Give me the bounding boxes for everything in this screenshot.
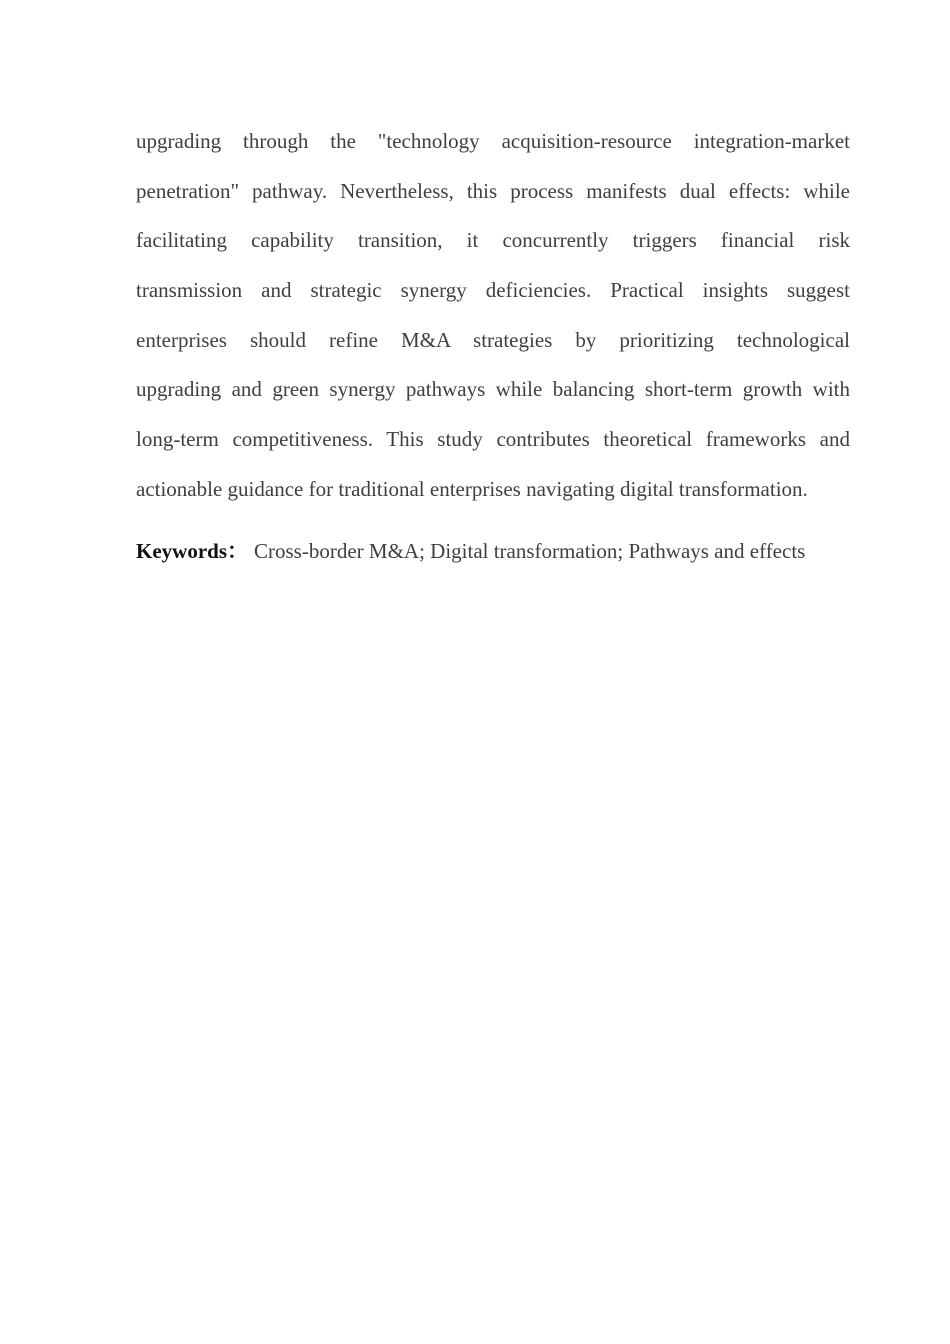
abstract-line-3: facilitating capability transition, it concurrently triggers financial risk: [136, 228, 850, 253]
abstract-line-2: penetration" pathway. Nevertheless, this process manifests dual effects: while: [136, 178, 850, 203]
keywords-value: Cross-border M&A; Digital transformation; Pathways and effects: [254, 538, 806, 563]
abstract-line-1: upgrading through the "technology acquisition-resource integration-market: [136, 129, 850, 153]
abstract-line-7: long-term competitiveness. This study contributes theoretical frameworks and: [136, 427, 850, 452]
document-page: [136, 120, 850, 567]
keywords-line: [136, 535, 850, 567]
abstract-line-8: actionable guidance for traditional enterprises navigating digital transformation.: [136, 476, 808, 501]
keywords-label: Keywords: [136, 538, 227, 563]
abstract-line-6: upgrading and green synergy pathways while balancing short-term growth with: [136, 377, 850, 402]
abstract-line-4: transmission and strategic synergy deficiencies. Practical insights suggest: [136, 278, 850, 303]
abstract-paragraph: [136, 120, 850, 518]
abstract-line-5: enterprises should refine M&A strategies by prioritizing technological: [136, 327, 850, 352]
keywords-separator: ：: [227, 538, 248, 563]
